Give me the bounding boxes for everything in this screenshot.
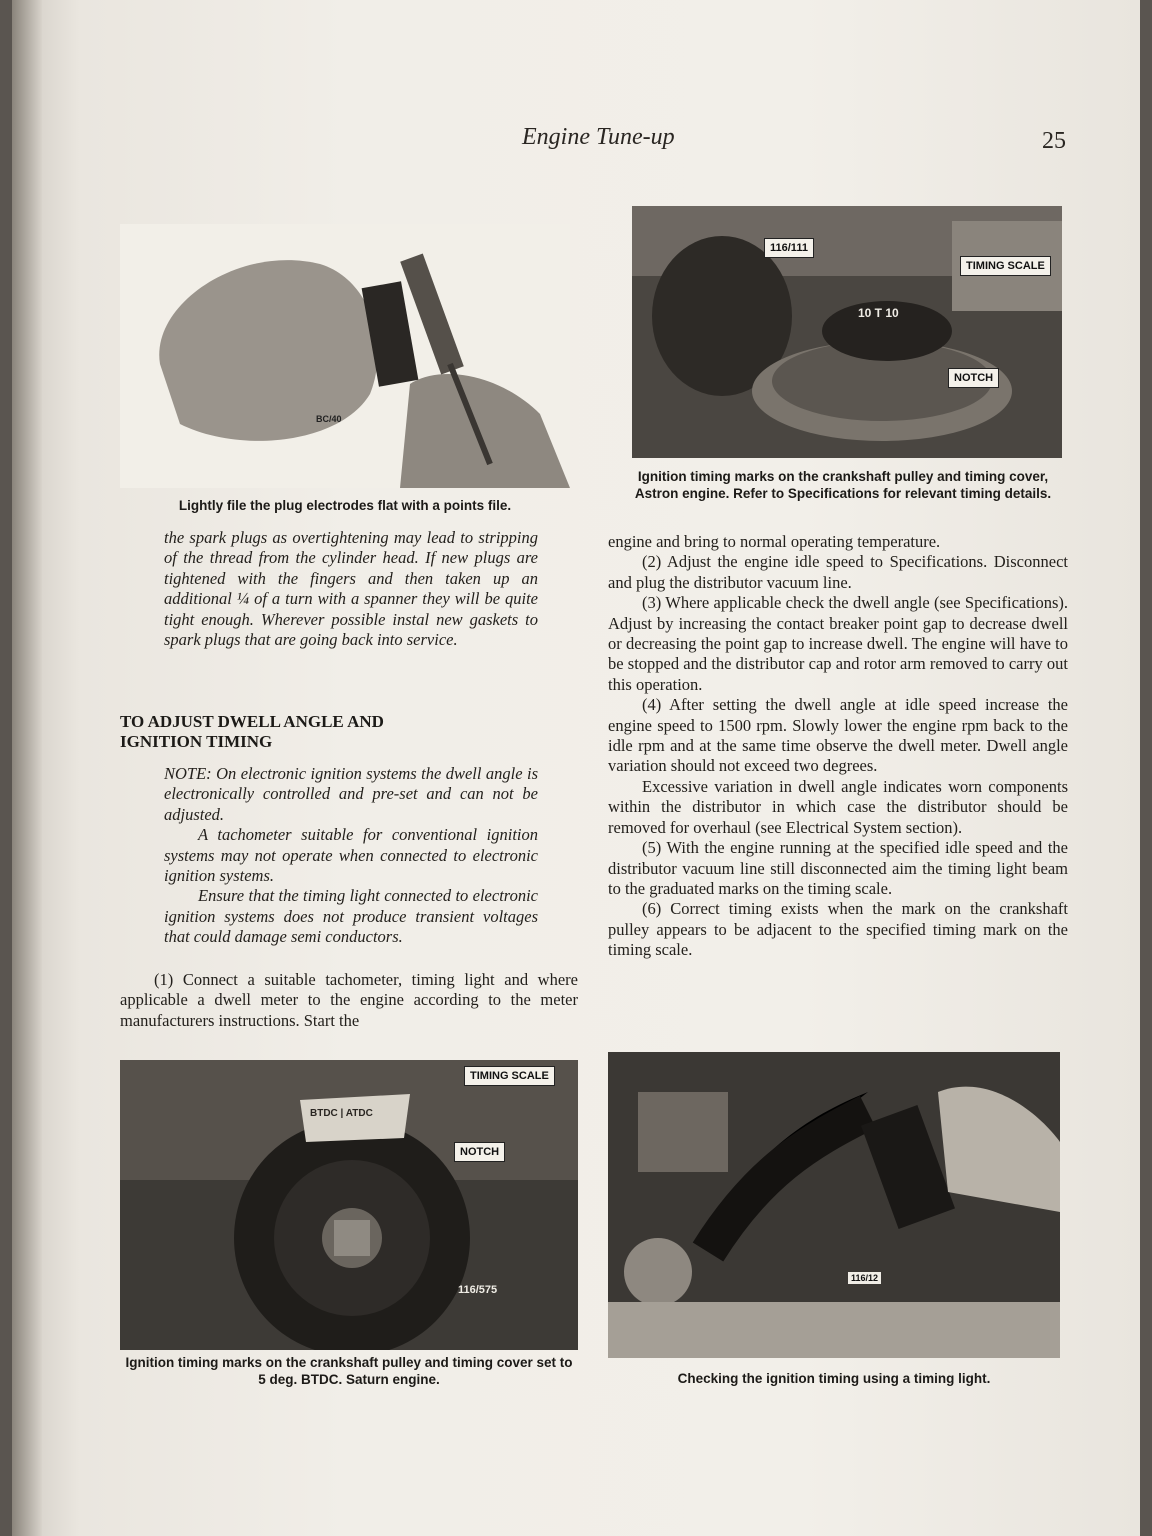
figure-saturn-timing-photo (120, 1060, 578, 1350)
saturn-pulley-illustration (120, 1060, 578, 1350)
engine-bay-illustration (608, 1052, 1060, 1358)
plug-text: the spark plugs as overtightening may lead to stripping of the thread from the cylinder head. If new plugs are tightened with the fingers and then taken up an additional ¼ of a turn with a spanner they will be quite tight enough. Wherever possible instal new gaskets to spark plugs that are going back into service. (164, 528, 538, 650)
figure-caption: Lightly file the plug electrodes flat with a points file. (178, 498, 512, 513)
section-heading: TO ADJUST DWELL ANGLE AND IGNITION TIMING (120, 712, 384, 751)
timing-dial: BTDC | ATDC (310, 1108, 373, 1119)
figure-caption: Ignition timing marks on the crankshaft pulley and timing cover set to 5 deg. BTDC. Saturn engine. (125, 1355, 573, 1387)
notch-label: NOTCH (454, 1142, 505, 1162)
pulley-illustration (632, 206, 1062, 458)
running-header: Engine Tune-up (522, 124, 675, 150)
page-number: 25 (1042, 128, 1066, 154)
figure-code: 116/111 (764, 238, 814, 258)
timing-scale-label: TIMING SCALE (464, 1066, 555, 1086)
notch-label: NOTCH (948, 368, 999, 388)
timing-dial: 10 T 10 (858, 306, 899, 320)
figure-timing-light-photo (608, 1052, 1060, 1358)
hands-illustration (120, 224, 570, 488)
timing-scale-label: TIMING SCALE (960, 256, 1051, 276)
figure-plug-file-photo (120, 224, 570, 488)
figure-code: 116/12 (848, 1272, 881, 1284)
figure-caption: Ignition timing marks on the crankshaft pulley and timing cover, Astron engine. Refer to Specifications for relevant timing details. (634, 469, 1052, 501)
note-text: NOTE: On electronic ignition systems the dwell angle is electronically controlled and pre-set and can not be adjusted. A tachometer suitable for conventional ignition systems may not operate when connected to electronic ignition systems. Ensure that the timing light connected to electronic ignition systems does not produce transient voltages that could damage semi conductors. (164, 764, 538, 947)
figure-code: BC/40 (316, 414, 342, 424)
figure-code: 116/575 (458, 1284, 498, 1296)
step-1-text: (1) Connect a suitable tachometer, timing light and where applicable a dwell meter to the engine according to the meter manufacturers instructions. Start the (120, 970, 578, 1030)
manual-page (12, 0, 1140, 1536)
right-column-text: engine and bring to normal operating temperature. (2) Adjust the engine idle speed to Specifications. Disconnect and plug the distributor vacuum line. (3) Where applicable check the dwell angle (see Specifications). Adjust by increasing the contact breaker point gap to decrease dwell or decreasing the point gap to increase dwell. The engine will have to be stopped and the distributor cap and rotor arm removed to carry out this operation. (4) After setting the dwell angle at idle speed increase the engine speed to 1500 rpm. Slowly lower the engine rpm back to the idle rpm and at the same time observe the dwell meter. Dwell angle variation should not exceed two degrees. Excessive variation in dwell angle indicates worn components within the distributor in which case the distributor should be removed for overhaul (see Electrical System section). (5) With the engine running at the specified idle speed and the distributor vacuum line still disconnected aim the timing light beam to the graduated marks on the timing scale. (6) Correct timing exists when the mark on the crankshaft pulley appears to be adjacent to the specified timing mark on the timing scale. (608, 532, 1068, 960)
figure-caption: Checking the ignition timing using a timing light. (677, 1371, 991, 1386)
figure-astron-timing-photo (632, 206, 1062, 458)
page-edge (12, 0, 42, 1536)
